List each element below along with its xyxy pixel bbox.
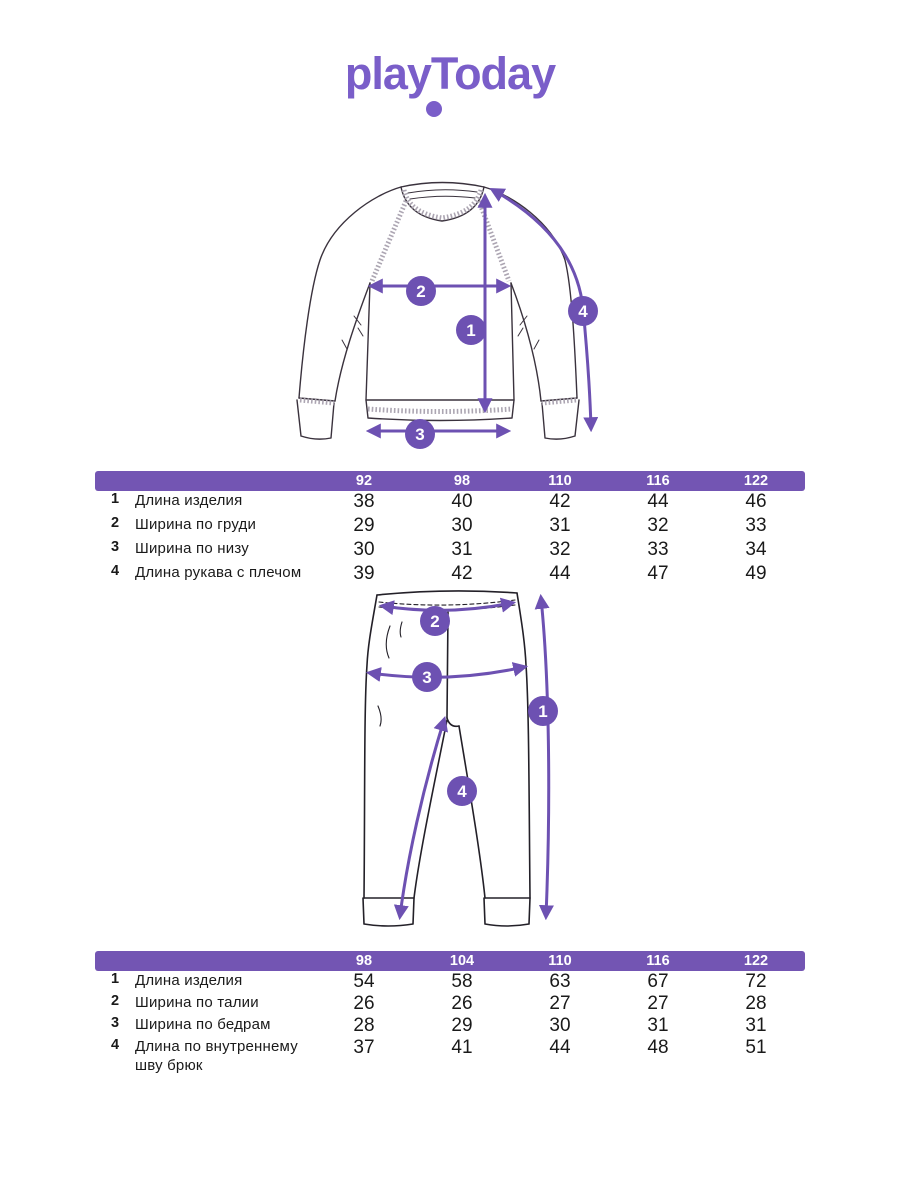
- row-label: Ширина по низу: [135, 540, 249, 557]
- size-column-header: 122: [707, 471, 805, 491]
- size-value: 48: [647, 1037, 669, 1058]
- size-column-header: 98: [413, 471, 511, 491]
- brand-logo-dot-icon: [426, 101, 442, 117]
- pants-size-table: [95, 951, 805, 1075]
- marker-2: [406, 276, 436, 306]
- row-number: 1: [110, 491, 120, 507]
- row-label: Длина по внутреннему шву брюк: [135, 1038, 298, 1074]
- marker-4: [447, 776, 477, 806]
- svg-text:2: 2: [416, 282, 426, 301]
- size-header-row: [95, 951, 805, 971]
- pants-measurement-diagram: [320, 586, 600, 932]
- size-value: 42: [549, 491, 571, 512]
- table-row: [95, 993, 805, 1015]
- size-value: 38: [353, 491, 375, 512]
- size-value: 34: [745, 539, 767, 560]
- marker-1: [456, 315, 486, 345]
- table-row: [95, 515, 805, 539]
- size-value: 29: [353, 515, 375, 536]
- svg-text:3: 3: [415, 425, 425, 444]
- svg-text:2: 2: [430, 612, 440, 631]
- size-value: 28: [745, 993, 767, 1014]
- row-number: 3: [110, 539, 120, 555]
- marker-2: [420, 606, 450, 636]
- row-label: Длина рукава с плечом: [135, 564, 302, 581]
- size-value: 26: [353, 993, 375, 1014]
- size-value: 31: [647, 1015, 669, 1036]
- row-number: 1: [110, 971, 120, 987]
- size-column-header: 116: [609, 471, 707, 491]
- size-value: 26: [451, 993, 473, 1014]
- size-value: 72: [745, 971, 767, 992]
- size-value: 44: [647, 491, 669, 512]
- svg-text:3: 3: [422, 668, 432, 687]
- size-column-header: 122: [707, 951, 805, 971]
- svg-text:1: 1: [466, 321, 476, 340]
- size-value: 46: [745, 491, 767, 512]
- size-value: 32: [549, 539, 571, 560]
- size-value: 39: [353, 563, 375, 584]
- size-value: 63: [549, 971, 571, 992]
- size-value: 47: [647, 563, 669, 584]
- size-value: 31: [451, 539, 473, 560]
- table-row: [95, 1037, 805, 1075]
- size-value: 58: [451, 971, 473, 992]
- size-value: 30: [451, 515, 473, 536]
- size-value: 27: [549, 993, 571, 1014]
- size-value: 37: [353, 1037, 375, 1058]
- size-column-header: 110: [511, 471, 609, 491]
- size-header-row: [95, 471, 805, 491]
- sweatshirt-measure-arrows: [370, 190, 591, 431]
- sweatshirt-seam-texture: [300, 190, 576, 412]
- row-label: Длина изделия: [135, 492, 243, 509]
- svg-text:4: 4: [457, 782, 467, 801]
- size-value: 42: [451, 563, 473, 584]
- size-value: 31: [745, 1015, 767, 1036]
- row-label: Ширина по талии: [135, 994, 259, 1011]
- size-value: 31: [549, 515, 571, 536]
- svg-text:4: 4: [578, 302, 588, 321]
- sweatshirt-size-table: [95, 471, 805, 587]
- inseam-length-arrow: [400, 720, 444, 916]
- size-column-header: 110: [511, 951, 609, 971]
- row-label: Ширина по груди: [135, 516, 257, 533]
- table-row: [95, 971, 805, 993]
- brand-logo-text: playToday: [344, 48, 556, 99]
- size-value: 33: [647, 539, 669, 560]
- header-spacer: [95, 951, 315, 971]
- sweatshirt-measurement-diagram: [278, 170, 618, 462]
- size-value: 33: [745, 515, 767, 536]
- size-value: 32: [647, 515, 669, 536]
- size-column-header: 92: [315, 471, 413, 491]
- row-number: 4: [110, 1037, 120, 1053]
- size-value: 54: [353, 971, 375, 992]
- size-column-header: 116: [609, 951, 707, 971]
- row-number: 2: [110, 515, 120, 531]
- size-value: 44: [549, 563, 571, 584]
- table-row: [95, 539, 805, 563]
- size-column-header: 104: [413, 951, 511, 971]
- marker-3: [405, 419, 435, 449]
- row-number: 3: [110, 1015, 120, 1031]
- header-spacer: [95, 471, 315, 491]
- row-label: Длина изделия: [135, 972, 243, 989]
- pants-measure-arrows: [370, 598, 549, 916]
- sweatshirt-markers: [405, 276, 598, 449]
- size-value: 49: [745, 563, 767, 584]
- table-row: [95, 563, 805, 587]
- brand-logo: [0, 50, 900, 98]
- size-value: 30: [353, 539, 375, 560]
- size-value: 30: [549, 1015, 571, 1036]
- row-number: 2: [110, 993, 120, 1009]
- table-row: [95, 1015, 805, 1037]
- table-row: [95, 491, 805, 515]
- pants-outline: [363, 591, 530, 926]
- row-number: 4: [110, 563, 120, 579]
- size-value: 29: [451, 1015, 473, 1036]
- svg-text:1: 1: [538, 702, 548, 721]
- size-value: 27: [647, 993, 669, 1014]
- pants-markers: [412, 606, 558, 806]
- marker-3: [412, 662, 442, 692]
- size-column-header: 98: [315, 951, 413, 971]
- size-value: 67: [647, 971, 669, 992]
- size-value: 41: [451, 1037, 473, 1058]
- size-value: 44: [549, 1037, 571, 1058]
- size-value: 40: [451, 491, 473, 512]
- marker-4: [568, 296, 598, 326]
- marker-1: [528, 696, 558, 726]
- size-value: 28: [353, 1015, 375, 1036]
- row-label: Ширина по бедрам: [135, 1016, 271, 1033]
- side-length-arrow: [541, 598, 549, 916]
- size-value: 51: [745, 1037, 767, 1058]
